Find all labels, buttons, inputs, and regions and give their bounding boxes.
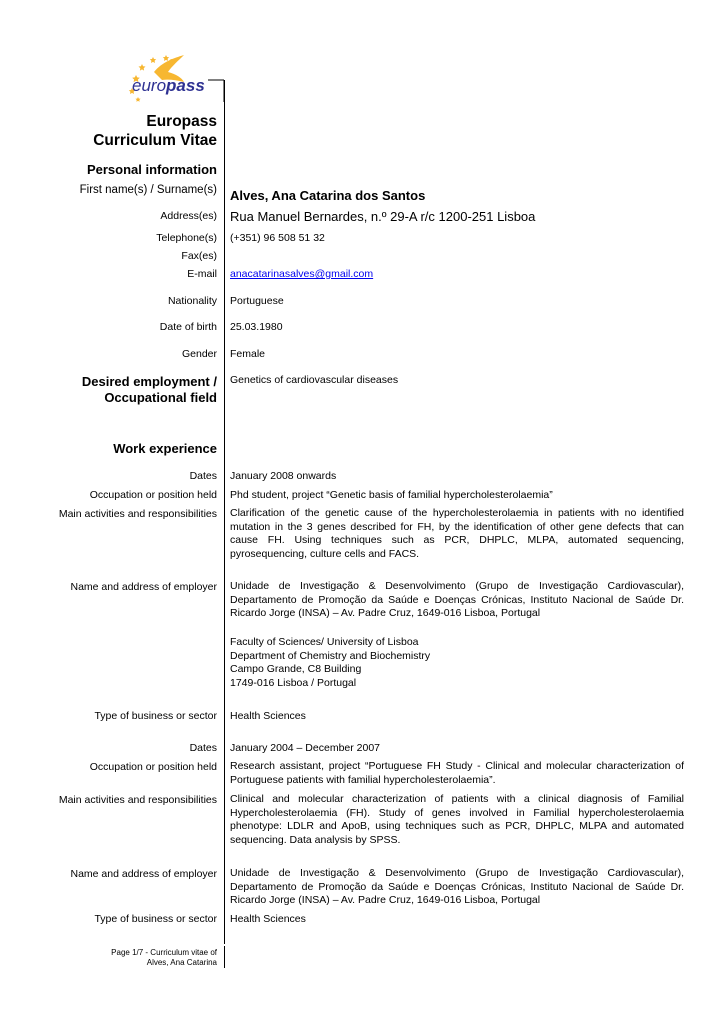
- job1-dates-value: January 2008 onwards: [230, 470, 337, 482]
- job1-employer2-line-4: 1749-016 Lisboa / Portugal: [230, 676, 357, 689]
- logo-wordmark-prefix: euro: [132, 76, 167, 95]
- job2-dates-label: Dates: [189, 742, 217, 754]
- desired-employment-heading: [82, 374, 217, 406]
- footer-line-1: Page 1/7 - Curriculum vitae of: [111, 948, 217, 957]
- job2-employer-value: Unidade de Investigação & Desenvolvimento (Grupo de Investigação Cardiovascular), Departamento de Promoção da Saúde e Doenças Crónicas, Instituto Nacional de Saúde Dr. Ricardo Jorge (INSA) – Av. Padre Cruz, 1649-016 Lisboa, Portugal: [230, 867, 684, 907]
- fax-label: Fax(es): [181, 250, 217, 262]
- telephone-label: Telephone(s): [156, 232, 217, 244]
- footer-line-2: Alves, Ana Catarina: [146, 958, 217, 967]
- job1-occupation-label: Occupation or position held: [89, 489, 217, 501]
- date-of-birth-value: 25.03.1980: [230, 321, 283, 333]
- job2-employer-label: Name and address of employer: [70, 868, 217, 880]
- job1-business-label: Type of business or sector: [94, 710, 217, 722]
- job1-activities-value: Clarification of the genetic cause of the hypercholesterolaemia in patients with no identified mutation in the 3 genes described for FH, by the identification of other gene defects that can cause FH. Using techniques such as PCR, DHPLC, MLPA, automated sequencing, pyrosequencing, culture cells and FACS.: [230, 507, 684, 560]
- europass-logo: [124, 52, 228, 102]
- column-divider: [224, 80, 225, 944]
- job2-activities-label: Main activities and responsibilities: [58, 794, 217, 806]
- address-label: Address(es): [160, 210, 217, 222]
- logo-wordmark-suffix: pass: [166, 76, 205, 95]
- telephone-value: (+351) 96 508 51 32: [230, 232, 325, 244]
- desired-employment-value: Genetics of cardiovascular diseases: [230, 374, 399, 386]
- job1-employer2-line-3: Campo Grande, C8 Building: [230, 663, 362, 676]
- document-title: [93, 112, 217, 150]
- job2-business-value: Health Sciences: [230, 913, 306, 925]
- page-footer: [111, 948, 217, 968]
- personal-information-heading: Personal information: [86, 162, 217, 177]
- footer-divider: [224, 946, 225, 968]
- name-value: Alves, Ana Catarina dos Santos: [230, 188, 426, 203]
- email-label: E-mail: [187, 268, 217, 280]
- address-value: Rua Manuel Bernardes, n.º 29-A r/c 1200-251 Lisboa: [230, 209, 536, 224]
- job1-dates-label: Dates: [189, 470, 217, 482]
- work-experience-heading: Work experience: [113, 441, 217, 456]
- job2-dates-value: January 2004 – December 2007: [230, 742, 381, 754]
- job2-occupation-value: Research assistant, project “Portuguese FH Study - Clinical and molecular characterization of Portuguese patients with familial hypercholesterolaemia”.: [230, 760, 684, 786]
- desired-heading-line-2: Occupational field: [104, 390, 217, 405]
- job2-occupation-label: Occupation or position held: [89, 761, 217, 773]
- job1-employer2-line-2: Department of Chemistry and Biochemistry: [230, 649, 431, 662]
- email-link[interactable]: anacatarinasalves@gmail.com: [230, 268, 374, 280]
- date-of-birth-label: Date of birth: [159, 321, 217, 333]
- job2-business-label: Type of business or sector: [94, 913, 217, 925]
- name-label: First name(s) / Surname(s): [79, 184, 217, 196]
- job1-employer2-value: [230, 636, 684, 690]
- desired-heading-line-1: Desired employment /: [81, 374, 217, 389]
- gender-value: Female: [230, 348, 266, 360]
- job1-employer2-line-1: Faculty of Sciences/ University of Lisboa: [230, 636, 419, 648]
- title-line-2: Curriculum Vitae: [93, 132, 217, 149]
- title-line-1: Europass: [146, 113, 217, 130]
- job1-occupation-value: Phd student, project “Genetic basis of familial hypercholesterolaemia”: [230, 489, 553, 501]
- gender-label: Gender: [181, 348, 217, 360]
- job1-employer-label: Name and address of employer: [70, 581, 217, 593]
- nationality-label: Nationality: [167, 295, 217, 307]
- job1-activities-label: Main activities and responsibilities: [58, 508, 217, 520]
- job2-activities-value: Clinical and molecular characterization of patients with a clinical diagnosis of Familial Hypercholesterolaemia (FH). Study of genes involved in Familial hypercholesterolaemia phenotype: LDLR and ApoB, using techniques such as PCR, DHPLC, MLPA and automated sequencing. Data analysis by SPSS.: [230, 793, 684, 846]
- job1-employer-value: Unidade de Investigação & Desenvolvimento (Grupo de Investigação Cardiovascular), Departamento de Promoção da Saúde e Doenças Crónicas, Instituto Nacional de Saúde Dr. Ricardo Jorge (INSA) – Av. Padre Cruz, 1649-016 Lisboa, Portugal: [230, 580, 684, 620]
- job1-business-value: Health Sciences: [230, 710, 306, 722]
- email-row: [230, 268, 684, 282]
- nationality-value: Portuguese: [230, 295, 284, 307]
